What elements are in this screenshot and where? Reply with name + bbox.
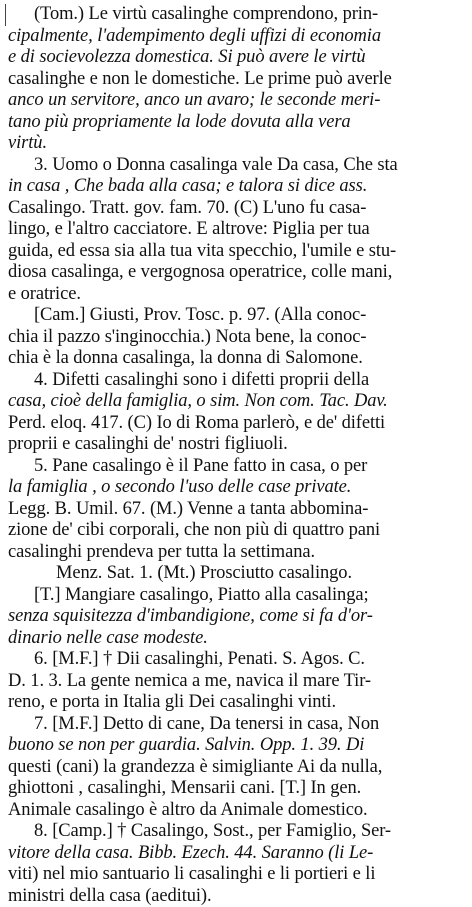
- text-line: [T.] Mangiare casalingo, Piatto alla casalinga;: [34, 584, 369, 605]
- text-line: senza squisitezza d'imbandigione, come si fa d'or-: [8, 606, 373, 626]
- text-line: ghiottoni , casalinghi, Mensarii cani. [T.] In gen.: [8, 778, 362, 798]
- sense-7-heading: 7. [M.F.] Detto di cane, Da tenersi in casa, Non: [34, 713, 380, 734]
- sense-3-heading: 3. Uomo o Donna casalinga vale Da casa, Che sta: [34, 154, 398, 175]
- text-line: vitore della casa. Bibb. Ezech. 44. Saranno (li Le-: [8, 842, 374, 863]
- text-line: cipalmente, l'adempimento degli uffizi di economia: [8, 25, 381, 46]
- text-line: casalinghi prendeva per tutta la settimana.: [8, 541, 315, 562]
- text-line: [Cam.] Giusti, Prov. Tosc. p. 97. (Alla conoc-: [34, 305, 367, 325]
- text-line: D. 1. 3. La gente nemica a me, navica il mare Tir-: [8, 670, 371, 691]
- text-line: casalinghe e non le domestiche. Le prime può averle: [8, 68, 392, 89]
- text-line: tano più propriamente la lode dovuta alla vera: [8, 111, 351, 132]
- text-line: chia è la donna casalinga, la donna di Salomone.: [8, 348, 363, 368]
- text-line: Legg. B. Umil. 67. (M.) Venne a tanta abbomina-: [8, 498, 369, 519]
- text-line: proprii e casalinghi de' nostri figliuoli.: [8, 434, 288, 454]
- text-line: casa, cioè della famiglia, o sim. Non com. Tac. Dav.: [8, 391, 388, 411]
- text-line: Perd. eloq. 417. (C) Io di Roma parlerò, e de' difetti: [8, 412, 386, 433]
- text-line: guida, ed essa sia alla tua vita specchio, l'umile e stu-: [8, 240, 397, 261]
- text-line: buono se non per guardia. Salvin. Opp. 1. 39. Di: [8, 735, 365, 755]
- sense-8-heading: 8. [Camp.] † Casalingo, Sost., per Famiglio, Ser-: [34, 821, 391, 841]
- text-line: questi (cani) la grandezza è simigliante Ai da nulla,: [8, 756, 383, 777]
- text-line: e di socievolezza domestica. Si può avere le virtù: [8, 47, 366, 67]
- text-line: e oratrice.: [8, 283, 81, 304]
- text-line: Menz. Sat. 1. (Mt.) Prosciutto casalingo.: [56, 563, 352, 583]
- text-line: (Tom.) Le virtù casalinghe comprendono, prin-: [34, 4, 379, 24]
- margin-rule: [5, 4, 6, 26]
- text-line: anco un servitore, anco un avaro; le seconde meri-: [8, 90, 381, 110]
- sense-5-heading: 5. Pane casalingo è il Pane fatto in casa, o per: [34, 455, 368, 476]
- text-line: lingo, e l'altro cacciatore. E altrove: Piglia per tua: [8, 219, 370, 239]
- sense-6-heading: 6. [M.F.] † Dii casalinghi, Penati. S. Agos. C.: [34, 649, 365, 669]
- sense-4-heading: 4. Difetti casalinghi sono i difetti proprii della: [34, 369, 370, 390]
- text-line: Casalingo. Tratt. gov. fam. 70. (C) L'uno fu casa-: [8, 197, 367, 218]
- text-line: ministri della casa (aeditui).: [8, 885, 212, 906]
- text-line: la famiglia , o secondo l'uso delle case private.: [8, 477, 352, 497]
- text-line: Animale casalingo è altro da Animale domestico.: [8, 799, 368, 820]
- text-line: reno, e porta in Italia gli Dei casalinghi vinti.: [8, 692, 337, 712]
- text-line: viti) nel mio santuario li casalinghi e li portieri e li: [8, 864, 376, 884]
- text-line: virtù.: [8, 133, 47, 153]
- text-line: dinario nelle case modeste.: [8, 627, 208, 648]
- text-line: in casa , Che bada alla casa; e talora si dice ass.: [8, 176, 368, 196]
- dictionary-page: [8, 4, 464, 904]
- text-line: chia il pazzo s'inginocchia.) Nota bene, la conoc-: [8, 326, 367, 347]
- text-line: zione de' cibi corporali, che non più di quattro pani: [8, 520, 381, 540]
- text-line: diosa casalinga, e vergognosa operatrice, colle mani,: [8, 262, 393, 282]
